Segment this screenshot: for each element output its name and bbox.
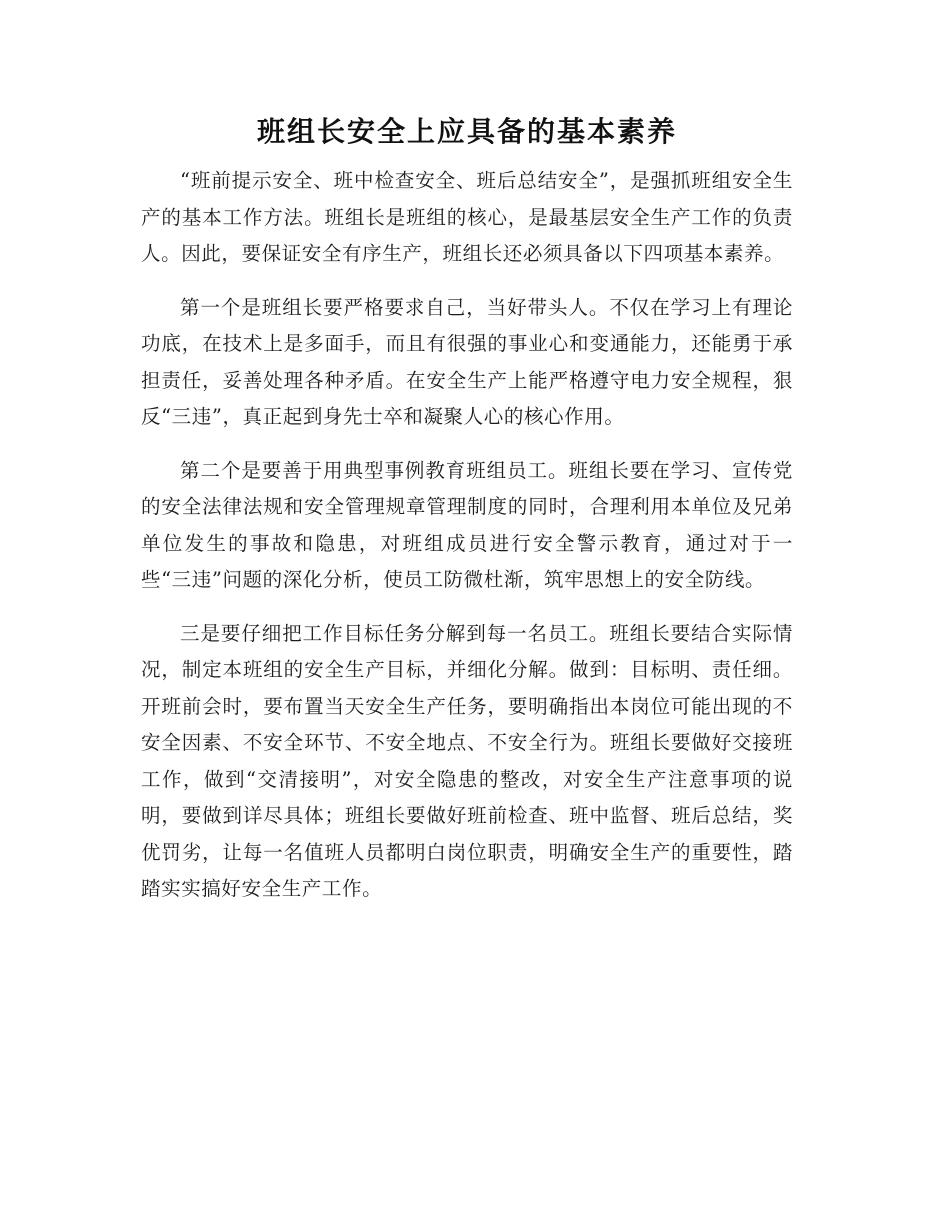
paragraph-third-quality: 三是要仔细把工作目标任务分解到每一名员工。班组长要结合实际情况，制定本班组的安全生产目标，并细化分解。做到：目标明、责任细。开班前会时，要布置当天安全生产任务，要明确指出本岗位可能出现的不安全因素、不安全环节、不安全地点、不安全行为。班组长要做好交接班工作，做到“交清接明”，对安全隐患的整改，对安全生产注意事项的说明，要做到详尽具体；班组长要做好班前检查、班中监督、班后总结，奖优罚劣，让每一名值班人员都明白岗位职责，明确安全生产的重要性，踏踏实实搞好安全生产工作。 bbox=[141, 621, 793, 900]
paragraph-intro: “班前提示安全、班中检查安全、班后总结安全”，是强抓班组安全生产的基本工作方法。班组长是班组的核心，是最基层安全生产工作的负责人。因此，要保证安全有序生产，班组长还必须具备以下四项基本素养。 bbox=[141, 169, 793, 265]
document-title: 班组长安全上应具备的基本素养 bbox=[256, 115, 677, 148]
paragraph-first-quality: 第一个是班组长要严格要求自己，当好带头人。不仅在学习上有理论功底，在技术上是多面手，而且有很强的事业心和变通能力，还能勇于承担责任，妥善处理各种矛盾。在安全生产上能严格遵守电力安全规程，狠反“三违”，真正起到身先士卒和凝聚人心的核心作用。 bbox=[141, 295, 793, 428]
paragraph-second-quality: 第二个是要善于用典型事例教育班组员工。班组长要在学习、宣传党的安全法律法规和安全管理规章管理制度的同时，合理利用本单位及兄弟单位发生的事故和隐患，对班组成员进行安全警示教育，通过对于一些“三违”问题的深化分析，使员工防微杜渐，筑牢思想上的安全防线。 bbox=[141, 458, 793, 591]
document-page bbox=[141, 112, 793, 908]
